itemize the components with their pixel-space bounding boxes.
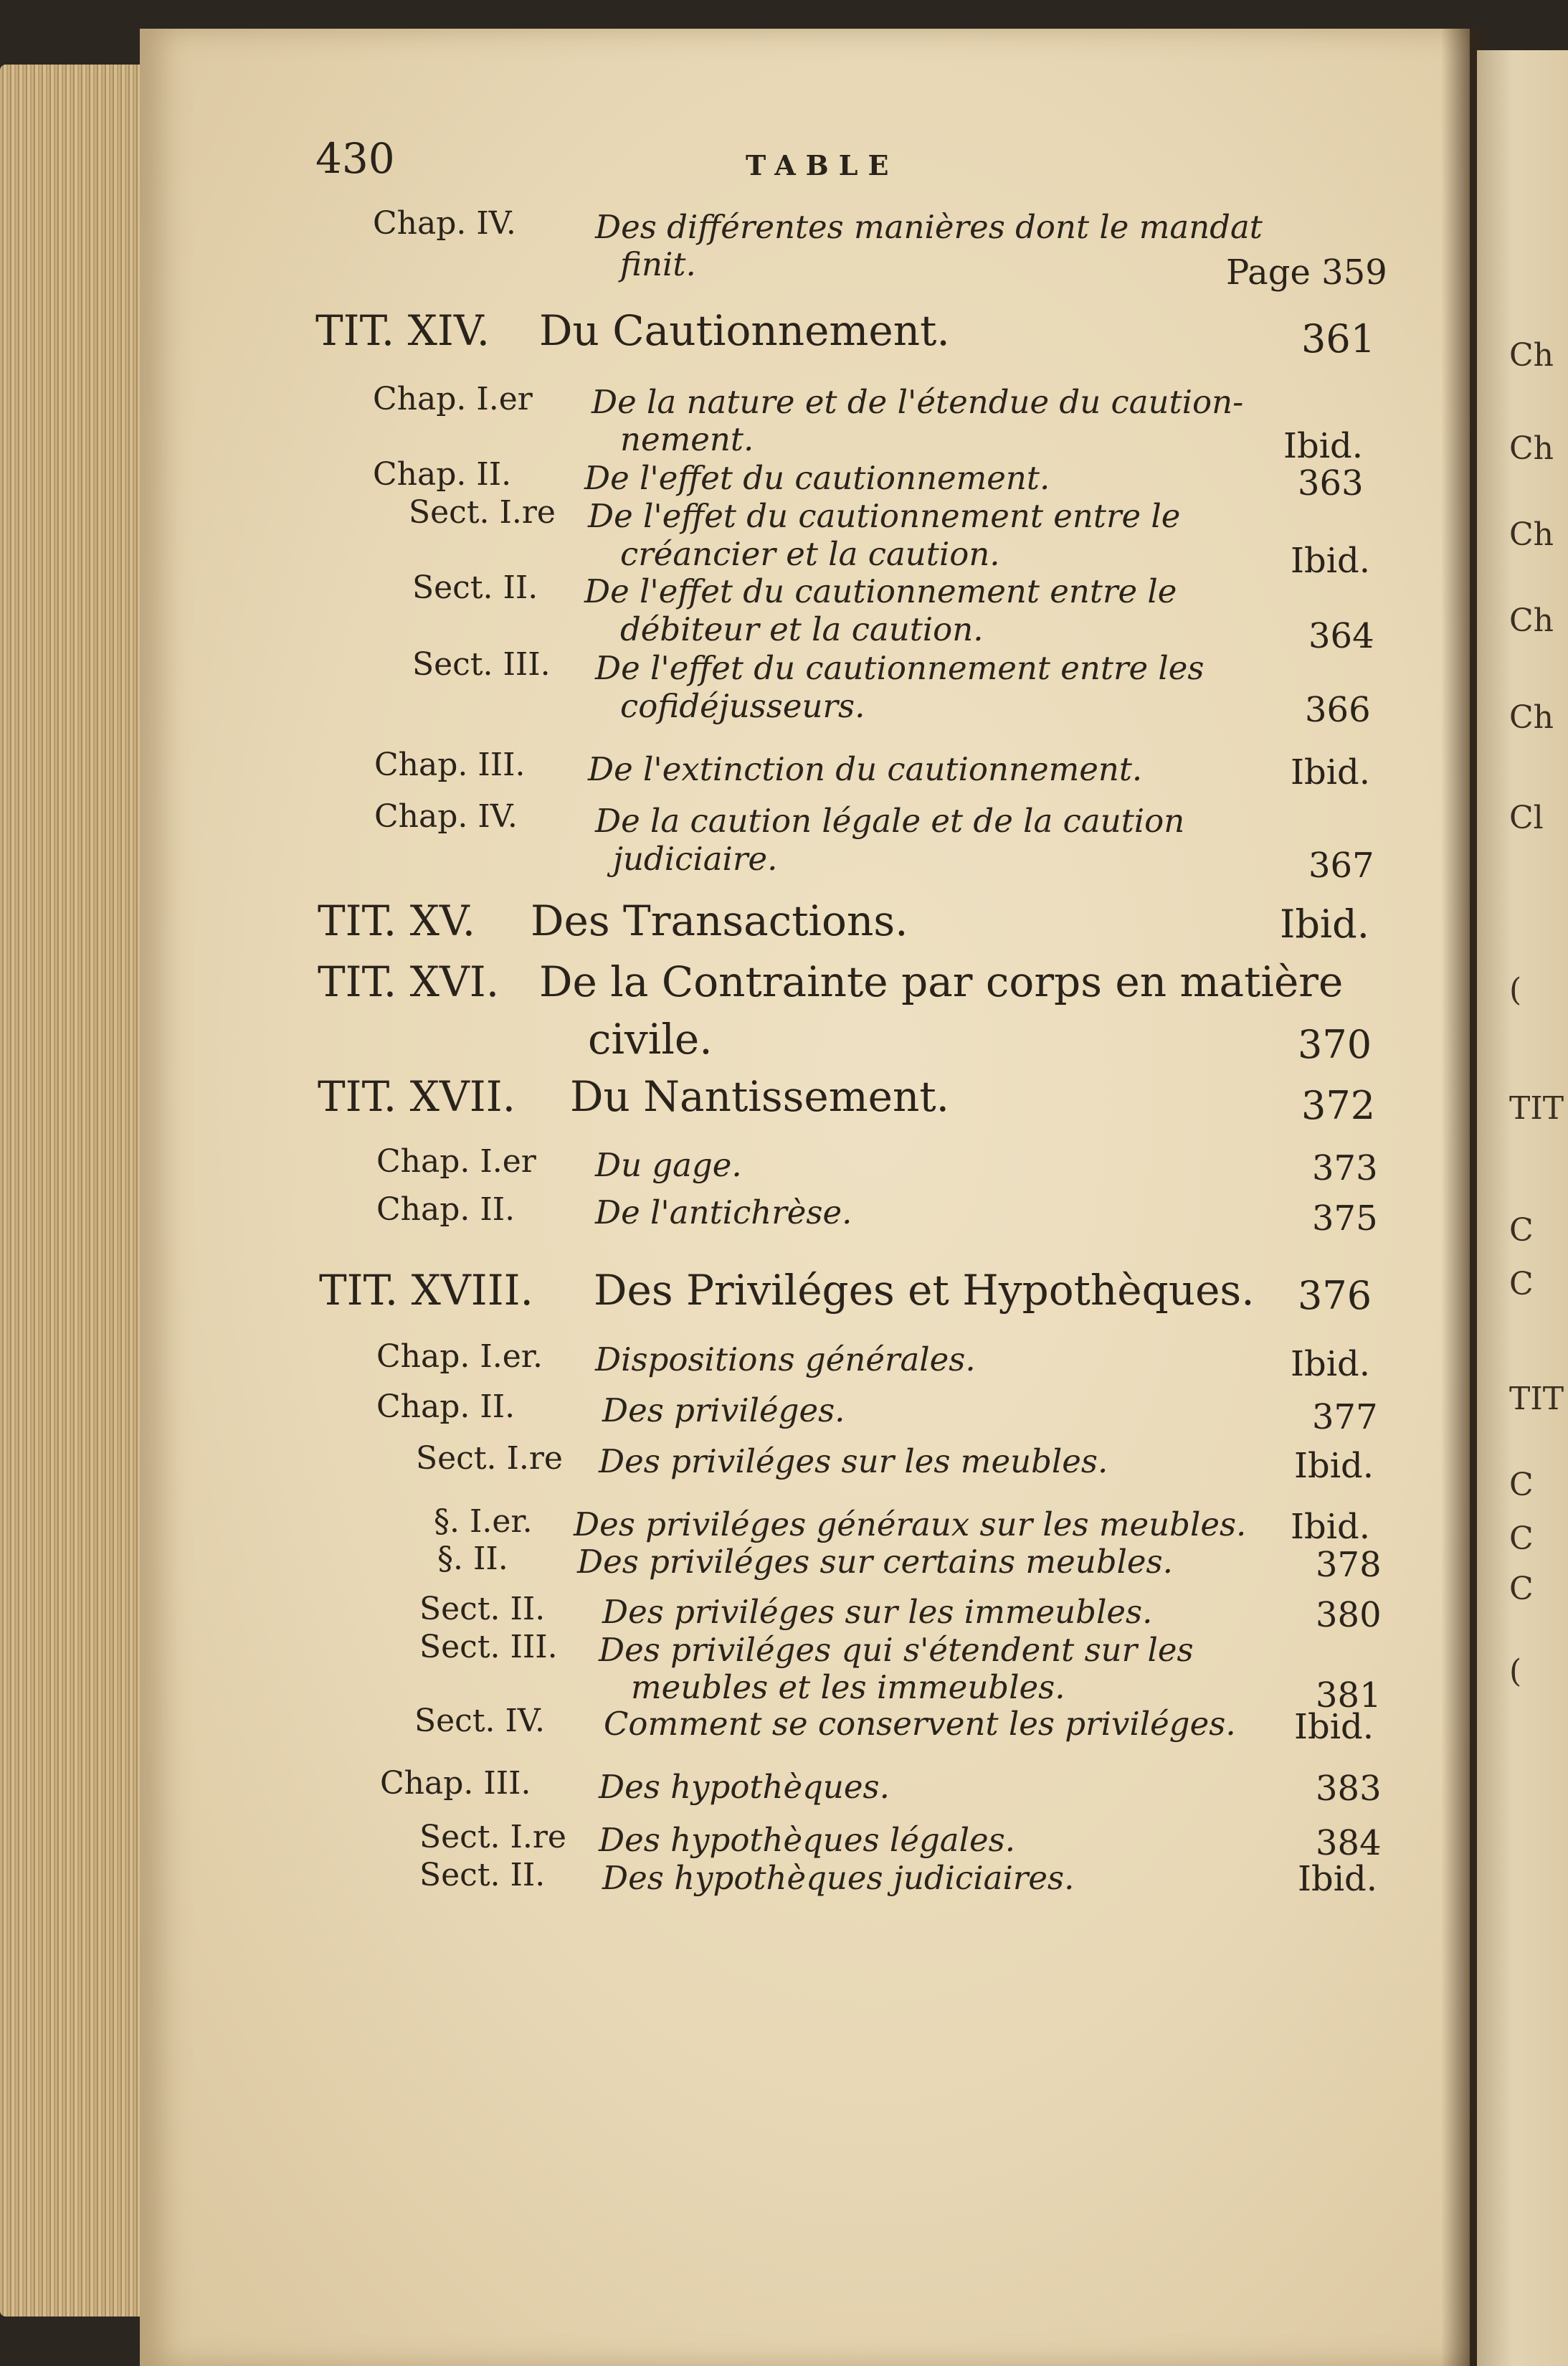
entry-page: Ibid. — [1294, 1707, 1374, 1747]
entry-label: Sect. II. — [412, 569, 538, 606]
entry-text: Des priviléges sur les meubles. — [599, 1442, 1108, 1480]
entry-label: §. I.er. — [434, 1503, 533, 1540]
title-label: TIT. XVIII. — [319, 1266, 533, 1315]
facing-fragment: TIT — [1509, 1381, 1564, 1417]
title-text: Du Cautionnement. — [539, 306, 950, 355]
entry-page: Ibid. — [1291, 1344, 1371, 1384]
entry-text: Des priviléges sur les immeubles. — [602, 1593, 1153, 1631]
entry-text: débiteur et la caution. — [620, 610, 984, 648]
title-text: civile. — [588, 1015, 713, 1064]
entry-text: De l'effet du cautionnement. — [584, 459, 1050, 497]
facing-fragment: Ch — [1509, 602, 1554, 639]
entry-label: Sect. II. — [419, 1591, 546, 1627]
entry-page: Ibid. — [1298, 1859, 1378, 1899]
facing-fragment: ( — [1509, 972, 1522, 1008]
entry-page: Ibid. — [1283, 426, 1364, 466]
page-number: 430 — [315, 134, 395, 183]
entry-text: judiciaire. — [613, 840, 778, 878]
entry-page: 372 — [1301, 1083, 1376, 1128]
entry-text: Comment se conservent les priviléges. — [604, 1705, 1236, 1743]
entry-label: Chap. II. — [373, 456, 512, 493]
entry-page: 376 — [1298, 1273, 1372, 1318]
entry-text: De l'effet du cautionnement entre les — [595, 649, 1204, 687]
entry-text: De l'antichrèse. — [595, 1193, 852, 1231]
title-text: De la Contrainte par corps en matière — [539, 957, 1344, 1006]
entry-text: cofidéjusseurs. — [620, 687, 865, 725]
entry-text: meubles et les immeubles. — [631, 1668, 1065, 1706]
entry-label: Chap. III. — [374, 747, 526, 783]
book-page-edges — [0, 65, 154, 2317]
facing-fragment: ( — [1509, 1653, 1522, 1690]
entry-label: Sect. II. — [419, 1857, 546, 1893]
entry-page: 367 — [1308, 846, 1374, 886]
entry-page: 380 — [1316, 1595, 1382, 1635]
entry-text: finit. — [620, 245, 696, 283]
entry-text: De l'effet du cautionnement entre le — [584, 572, 1177, 610]
entry-page: 363 — [1298, 463, 1364, 503]
entry-label: Chap. I.er — [373, 381, 533, 417]
facing-fragment: Ch — [1509, 516, 1554, 553]
entry-label: Sect. IV. — [414, 1703, 545, 1739]
entry-page: Ibid. — [1280, 902, 1369, 947]
facing-fragment: Ch — [1509, 430, 1554, 467]
facing-fragment: C — [1509, 1520, 1534, 1557]
entry-label: Chap. IV. — [374, 798, 518, 835]
entry-page: Ibid. — [1291, 1507, 1371, 1547]
entry-text: Des priviléges. — [602, 1391, 845, 1429]
title-label: TIT. XV. — [318, 896, 476, 945]
entry-text: Des hypothèques légales. — [599, 1821, 1016, 1859]
facing-fragment: C — [1509, 1212, 1534, 1249]
entry-label: Chap. II. — [376, 1191, 515, 1228]
title-text: Des Priviléges et Hypothèques. — [594, 1266, 1255, 1315]
entry-page: 373 — [1312, 1148, 1378, 1188]
running-head: TABLE — [746, 149, 899, 181]
entry-text: De la nature et de l'étendue du caution- — [591, 383, 1244, 421]
entry-text: Du gage. — [595, 1146, 742, 1184]
entry-page: 370 — [1298, 1022, 1372, 1067]
entry-label: Chap. I.er — [376, 1143, 536, 1180]
title-label: TIT. XVI. — [318, 957, 500, 1006]
entry-page: 377 — [1312, 1397, 1378, 1437]
entry-label: Chap. III. — [380, 1765, 531, 1802]
entry-label: Sect. I.re — [409, 494, 556, 531]
entry-label: §. II. — [437, 1541, 508, 1577]
entry-label: Sect. I.re — [416, 1440, 563, 1477]
facing-fragment: C — [1509, 1266, 1534, 1302]
entry-text: Des priviléges généraux sur les meubles. — [574, 1505, 1247, 1543]
entry-page: 361 — [1301, 316, 1376, 361]
facing-fragment: Ch — [1509, 337, 1554, 374]
entry-text: créancier et la caution. — [620, 535, 1000, 573]
entry-label: Chap. II. — [376, 1388, 515, 1425]
entry-page: 366 — [1305, 690, 1371, 730]
entry-text: De la caution légale et de la caution — [595, 802, 1185, 840]
entry-text: Des hypothèques. — [599, 1768, 890, 1806]
entry-page: 364 — [1308, 616, 1374, 656]
entry-label: Sect. I.re — [419, 1819, 566, 1855]
entry-page: Page 359 — [1226, 252, 1387, 293]
title-text: Des Transactions. — [531, 896, 908, 945]
entry-text: Des hypothèques judiciaires. — [602, 1859, 1075, 1897]
facing-fragment: Ch — [1509, 699, 1554, 736]
entry-label: Chap. IV. — [373, 205, 516, 242]
entry-label: Sect. III. — [419, 1629, 558, 1665]
entry-page: 375 — [1312, 1198, 1378, 1239]
entry-text: De l'effet du cautionnement entre le — [588, 497, 1181, 535]
entry-page: 378 — [1316, 1545, 1382, 1585]
title-label: TIT. XIV. — [315, 306, 490, 355]
entry-text: Dispositions générales. — [595, 1340, 976, 1378]
entry-text: Des priviléges qui s'étendent sur les — [599, 1631, 1194, 1669]
facing-fragment: TIT — [1509, 1090, 1564, 1127]
entry-page: Ibid. — [1294, 1446, 1374, 1486]
entry-page: 384 — [1316, 1823, 1382, 1863]
facing-fragment: Cl — [1509, 800, 1544, 836]
entry-text: De l'extinction du cautionnement. — [588, 750, 1143, 788]
entry-text: Des priviléges sur certains meubles. — [577, 1543, 1173, 1581]
entry-page: Ibid. — [1291, 541, 1371, 581]
entry-page: Ibid. — [1291, 752, 1371, 792]
title-label: TIT. XVII. — [318, 1072, 516, 1121]
entry-label: Chap. I.er. — [376, 1338, 543, 1375]
facing-fragment: C — [1509, 1571, 1534, 1607]
entry-page: 381 — [1316, 1675, 1382, 1716]
entry-page: 383 — [1316, 1769, 1382, 1809]
facing-page-edge — [1477, 50, 1568, 2366]
entry-text: nement. — [620, 420, 754, 458]
entry-label: Sect. III. — [412, 646, 551, 683]
facing-fragment: C — [1509, 1467, 1534, 1503]
title-text: Du Nantissement. — [570, 1072, 950, 1121]
entry-text: Des différentes manières dont le mandat — [595, 208, 1263, 246]
